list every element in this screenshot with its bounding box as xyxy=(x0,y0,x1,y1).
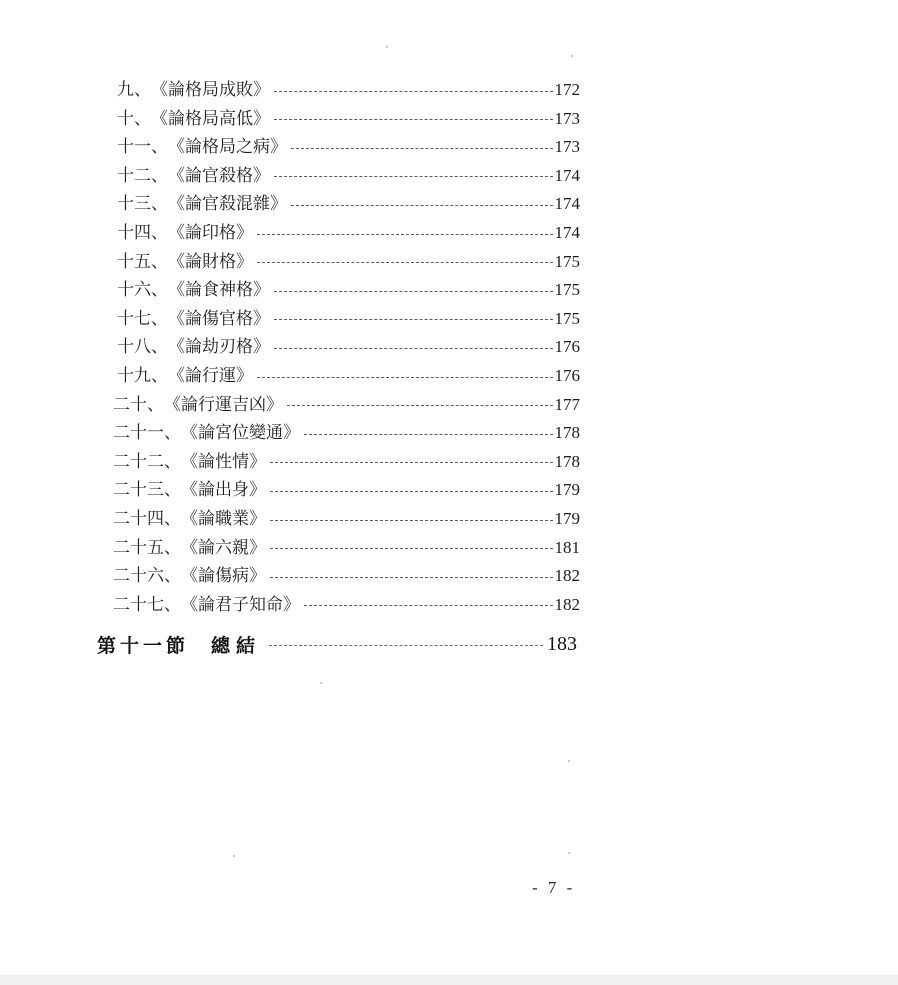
toc-entry-page-number: 175 xyxy=(554,280,580,300)
toc-entry-number: 十一、 xyxy=(117,137,168,158)
toc-entry xyxy=(113,419,580,447)
dot-leader xyxy=(274,348,553,349)
scan-speck xyxy=(568,760,570,762)
toc-entry-page-number: 182 xyxy=(554,566,580,586)
toc-entry-number: 十、 xyxy=(117,108,151,129)
toc-entry-number: 二十二、 xyxy=(113,451,181,472)
toc-entry-page-number: 181 xyxy=(554,537,580,557)
toc-entry-number: 二十三、 xyxy=(113,480,181,501)
toc-entry xyxy=(117,76,580,104)
toc-entry xyxy=(113,534,580,562)
toc-entry-page-number: 179 xyxy=(554,480,580,500)
page-footer-number: - 7 - xyxy=(532,878,576,897)
toc-entry-title: 《論傷病》 xyxy=(181,566,266,587)
toc-entry xyxy=(117,305,580,333)
toc-entry-page-number: 175 xyxy=(554,308,580,328)
dot-leader xyxy=(270,491,553,492)
dot-leader xyxy=(274,319,553,320)
scan-speck xyxy=(386,46,388,48)
dot-leader xyxy=(287,405,553,406)
dot-leader xyxy=(270,520,553,521)
toc-entry-page-number: 172 xyxy=(554,80,580,99)
toc-entry xyxy=(113,391,580,419)
toc-entry-number: 九、 xyxy=(117,80,151,100)
toc-entry-title: 《論行運吉凶》 xyxy=(164,394,283,415)
toc-entry-number: 二十四、 xyxy=(113,509,181,529)
toc-entry-page-number: 176 xyxy=(554,366,580,385)
dot-leader xyxy=(304,605,553,606)
dot-leader xyxy=(274,91,553,92)
section-label: 第十一節 xyxy=(97,634,190,657)
toc-entry-title: 《論財格》 xyxy=(168,251,253,272)
toc-entry-title: 《論官殺格》 xyxy=(168,165,270,186)
toc-entry-number: 十七、 xyxy=(117,308,168,329)
toc-entry-number: 十八、 xyxy=(117,337,168,358)
toc-entry xyxy=(113,562,580,590)
toc-entry-title: 《論行運》 xyxy=(168,366,253,386)
section-title: 總結 xyxy=(211,634,262,657)
toc-entry-number: 十二、 xyxy=(117,165,168,186)
dot-leader xyxy=(291,205,553,206)
dot-leader xyxy=(304,434,553,435)
toc-entry-title: 《論出身》 xyxy=(181,480,266,501)
dot-leader xyxy=(270,462,553,463)
toc-entry-title: 《論格局成敗》 xyxy=(151,80,270,100)
scan-speck xyxy=(568,852,570,854)
toc-entry-title: 《論性情》 xyxy=(181,451,266,472)
toc-entry-title: 《論格局之病》 xyxy=(168,137,287,158)
dot-leader xyxy=(274,291,553,292)
toc-entry-page-number: 174 xyxy=(554,194,580,214)
toc-entry-page-number: 173 xyxy=(554,137,580,157)
toc-entry xyxy=(117,248,580,276)
toc-entry-page-number: 173 xyxy=(554,108,580,128)
dot-leader xyxy=(291,148,553,149)
toc-entry-page-number: 174 xyxy=(554,165,580,185)
scan-speck xyxy=(320,682,322,684)
toc-entry xyxy=(117,190,580,218)
toc-entry-title: 《論格局高低》 xyxy=(151,108,270,129)
dot-leader xyxy=(274,176,553,177)
toc-entry-page-number: 178 xyxy=(554,451,580,471)
scan-speck xyxy=(571,55,573,57)
dot-leader xyxy=(274,119,553,120)
scan-speck xyxy=(233,855,235,857)
toc-entry-number: 十九、 xyxy=(117,366,168,386)
dot-leader xyxy=(257,262,553,263)
dot-leader xyxy=(270,548,553,549)
dot-leader xyxy=(257,234,553,235)
toc-entry-number: 十四、 xyxy=(117,223,168,243)
toc-entry-title: 《論官殺混雜》 xyxy=(168,194,287,215)
toc-entry-number: 二十一、 xyxy=(113,423,181,444)
toc-entry-title: 《論職業》 xyxy=(181,509,266,529)
toc-entry-title: 《論食神格》 xyxy=(168,280,270,301)
dot-leader xyxy=(257,377,553,378)
toc-entry-number: 二十、 xyxy=(113,394,164,415)
toc-entry xyxy=(117,333,580,361)
toc-entry-page-number: 178 xyxy=(554,423,580,443)
toc-entry-title: 《論劫刃格》 xyxy=(168,337,270,358)
toc-entry-title: 《論印格》 xyxy=(168,223,253,243)
toc-entry-page-number: 177 xyxy=(554,394,580,414)
section-page-number: 183 xyxy=(547,632,577,655)
toc-entry xyxy=(117,276,580,304)
toc-entry-number: 二十七、 xyxy=(113,594,181,615)
toc-entry xyxy=(117,362,580,390)
toc-entry xyxy=(113,476,580,504)
toc-entry-page-number: 182 xyxy=(554,594,580,614)
toc-entry-title: 《論六親》 xyxy=(181,537,266,558)
toc-section-row xyxy=(97,628,577,660)
toc-entry-number: 二十六、 xyxy=(113,566,181,587)
toc-entry-title: 《論傷官格》 xyxy=(168,308,270,329)
toc-entry-page-number: 175 xyxy=(554,251,580,271)
toc-entry xyxy=(117,105,580,133)
toc-entry-number: 十三、 xyxy=(117,194,168,215)
toc-entry xyxy=(113,591,580,619)
toc-entry xyxy=(113,448,580,476)
toc-entry xyxy=(117,133,580,161)
toc-entry xyxy=(117,162,580,190)
toc-entry xyxy=(117,219,580,247)
dot-leader xyxy=(270,577,553,578)
toc-entry-page-number: 179 xyxy=(554,509,580,528)
toc-entry-number: 十五、 xyxy=(117,251,168,272)
toc-entry-number: 十六、 xyxy=(117,280,168,301)
toc-entry xyxy=(113,505,580,533)
toc-entry-page-number: 174 xyxy=(554,223,580,242)
toc-entry-number: 二十五、 xyxy=(113,537,181,558)
dot-leader xyxy=(269,645,543,646)
toc-entry-title: 《論宮位變通》 xyxy=(181,423,300,444)
toc-entry-title: 《論君子知命》 xyxy=(181,594,300,615)
toc-entry-page-number: 176 xyxy=(554,337,580,357)
